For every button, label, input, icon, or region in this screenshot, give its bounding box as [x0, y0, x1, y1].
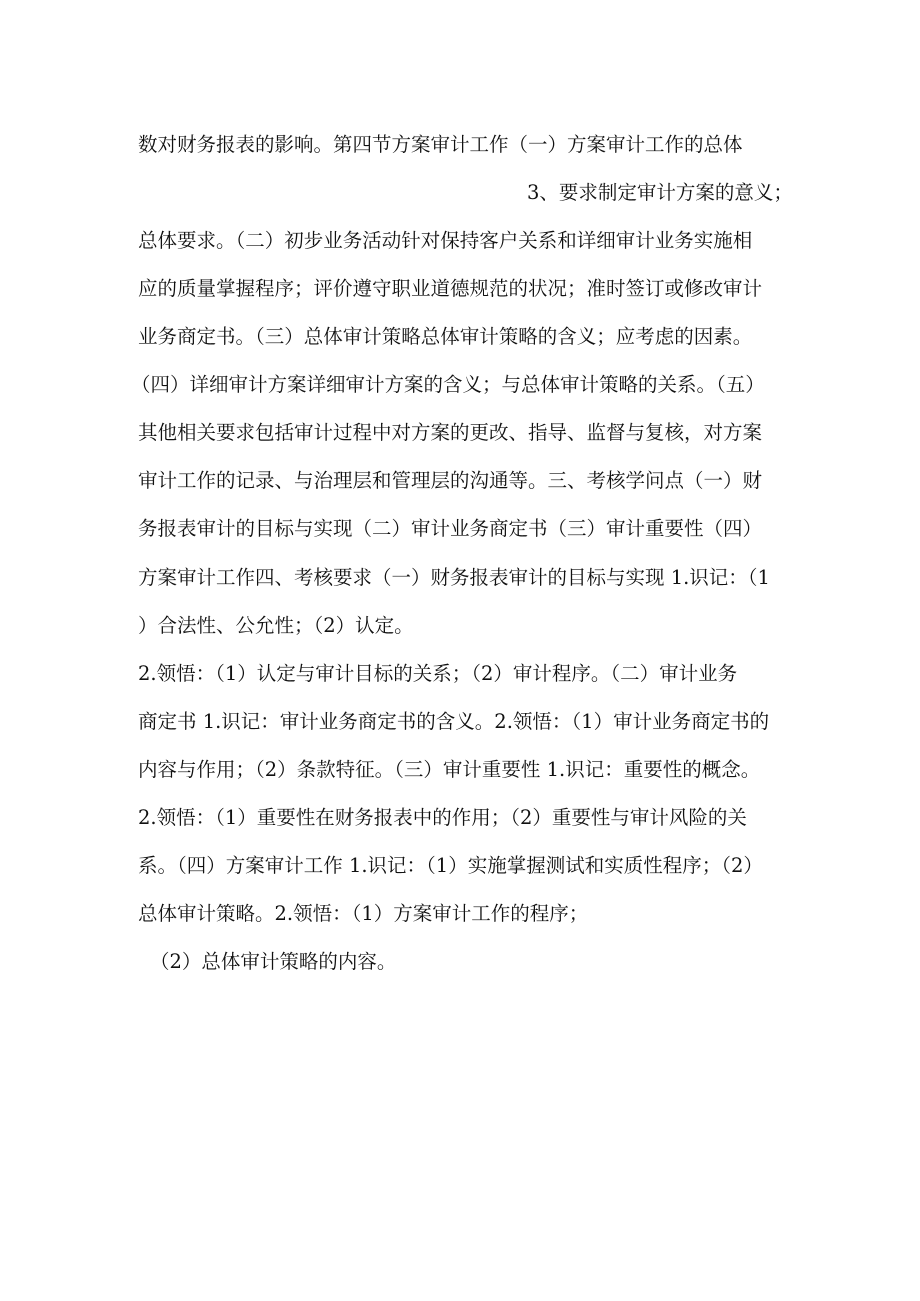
text-line-18: （2）总体审计策略的内容。 — [150, 950, 397, 973]
text-line-17: 总体审计策略。2.领悟：（1）方案审计工作的程序； — [138, 902, 589, 925]
text-line-14: 内容与作用；（2）条款特征。（三）审计重要性 1.识记：重要性的概念。 — [138, 758, 761, 781]
text-line-11: ）合法性、公允性；（2）认定。 — [138, 614, 414, 637]
text-line-10: 方案审计工作四、考核要求（一）财务报表审计的目标与实现 1.识记：（1 — [138, 566, 770, 589]
text-line-7: 其他相关要求包括审计过程中对方案的更改、指导、监督与复核，对方案 — [138, 421, 763, 444]
text-line-2: 3、要求制定审计方案的意义； — [527, 181, 793, 204]
text-line-8: 审计工作的记录、与治理层和管理层的沟通等。三、考核学问点（一）财 — [138, 469, 763, 492]
text-line-3: 总体要求。（二）初步业务活动针对保持客户关系和详细审计业务实施相 — [138, 229, 753, 252]
text-line-4: 应的质量掌握程序；评价遵守职业道德规范的状况；准时签订或修改审计 — [138, 277, 763, 300]
text-line-6: （四）详细审计方案详细审计方案的含义；与总体审计策略的关系。（五） — [131, 373, 765, 396]
text-line-13: 商定书 1.识记：审计业务商定书的含义。2.领悟：（1）审计业务商定书的 — [138, 710, 770, 733]
text-line-15: 2.领悟：（1）重要性在财务报表中的作用；（2）重要性与审计风险的关 — [138, 806, 747, 829]
text-line-16: 系。（四）方案审计工作 1.识记：（1）实施掌握测试和实质性程序；（2） — [138, 854, 763, 877]
text-line-5: 业务商定书。（三）总体审计策略总体审计策略的含义；应考虑的因素。 — [138, 325, 753, 348]
text-line-1: 数对财务报表的影响。第四节方案审计工作（一）方案审计工作的总体 — [138, 133, 743, 156]
text-line-12: 2.领悟：（1）认定与审计目标的关系；（2）审计程序。（二）审计业务 — [138, 662, 738, 685]
text-line-9: 务报表审计的目标与实现（二）审计业务商定书（三）审计重要性（四） — [138, 517, 763, 540]
